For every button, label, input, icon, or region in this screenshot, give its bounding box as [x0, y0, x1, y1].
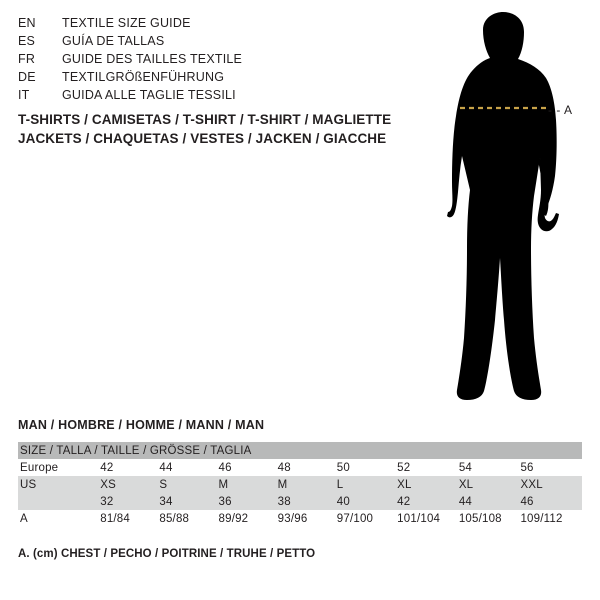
table-cell: XL: [397, 476, 459, 493]
table-cell: 38: [278, 493, 337, 510]
table-cell: 46: [520, 493, 582, 510]
table-cell: 46: [219, 459, 278, 476]
table-cell: 40: [337, 493, 397, 510]
measure-letter: A: [564, 103, 573, 117]
table-cell: XL: [459, 476, 521, 493]
table-cell: 44: [159, 459, 218, 476]
table-cell: 32: [100, 493, 159, 510]
table-cell: 81/84: [100, 510, 159, 527]
table-cell: 34: [159, 493, 218, 510]
table-row: [18, 510, 582, 527]
footnote: A. (cm) CHEST / PECHO / POITRINE / TRUHE / PETTO: [18, 548, 316, 560]
category-jackets: JACKETS / CHAQUETAS / VESTES / JACKEN / GIACCHE: [18, 131, 387, 146]
language-row: [18, 88, 418, 106]
mannequin-figure: [400, 8, 600, 408]
table-cell: 50: [337, 459, 397, 476]
table-cell: 44: [459, 493, 521, 510]
table-cell: 52: [397, 459, 459, 476]
table-cell: XS: [100, 476, 159, 493]
size-table: [18, 442, 582, 527]
table-cell: L: [337, 476, 397, 493]
table-cell: 105/108: [459, 510, 521, 527]
table-row: [18, 476, 582, 493]
table-cell: XXL: [520, 476, 582, 493]
measure-dash: - -: [548, 103, 561, 117]
table-row: [18, 459, 582, 476]
row-label: [18, 493, 100, 510]
table-cell: 54: [459, 459, 521, 476]
table-cell: 42: [100, 459, 159, 476]
table-cell: 97/100: [337, 510, 397, 527]
table-cell: 36: [219, 493, 278, 510]
language-row: [18, 52, 418, 70]
table-row: [18, 493, 582, 510]
table-cell: M: [219, 476, 278, 493]
language-code: FR: [18, 52, 36, 66]
measurement-a-label: [548, 103, 573, 117]
table-header-row: [18, 442, 582, 459]
table-cell: 93/96: [278, 510, 337, 527]
language-row: [18, 34, 418, 52]
table-cell: 89/92: [219, 510, 278, 527]
language-code: DE: [18, 70, 36, 84]
table-cell: 48: [278, 459, 337, 476]
language-text: TEXTILGRÖßENFÜHRUNG: [62, 70, 225, 84]
table-cell: 101/104: [397, 510, 459, 527]
language-row: [18, 70, 418, 88]
table-cell: S: [159, 476, 218, 493]
language-text: GUIDE DES TAILLES TEXTILE: [62, 52, 243, 66]
row-label: Europe: [18, 459, 100, 476]
category-headings: [18, 110, 438, 148]
table-group-title: MAN / HOMBRE / HOMME / MANN / MAN: [18, 418, 265, 432]
language-row: [18, 16, 418, 34]
table-cell: M: [278, 476, 337, 493]
language-code: ES: [18, 34, 36, 48]
table-cell: 109/112: [520, 510, 582, 527]
row-label: US: [18, 476, 100, 493]
language-code: EN: [18, 16, 36, 30]
language-text: GUIDA ALLE TAGLIE TESSILI: [62, 88, 236, 102]
language-text: TEXTILE SIZE GUIDE: [62, 16, 191, 30]
row-label: A: [18, 510, 100, 527]
figure-silhouette-icon: [400, 8, 600, 408]
table-cell: 56: [520, 459, 582, 476]
language-code: IT: [18, 88, 30, 102]
category-tshirts: T-SHIRTS / CAMISETAS / T-SHIRT / T-SHIRT / MAGLIETTE: [18, 112, 392, 127]
table-cell: 85/88: [159, 510, 218, 527]
language-list: [18, 16, 418, 106]
table-header-label: SIZE / TALLA / TAILLE / GRÖSSE / TAGLIA: [18, 442, 582, 459]
table-cell: 42: [397, 493, 459, 510]
language-text: GUÍA DE TALLAS: [62, 34, 165, 48]
